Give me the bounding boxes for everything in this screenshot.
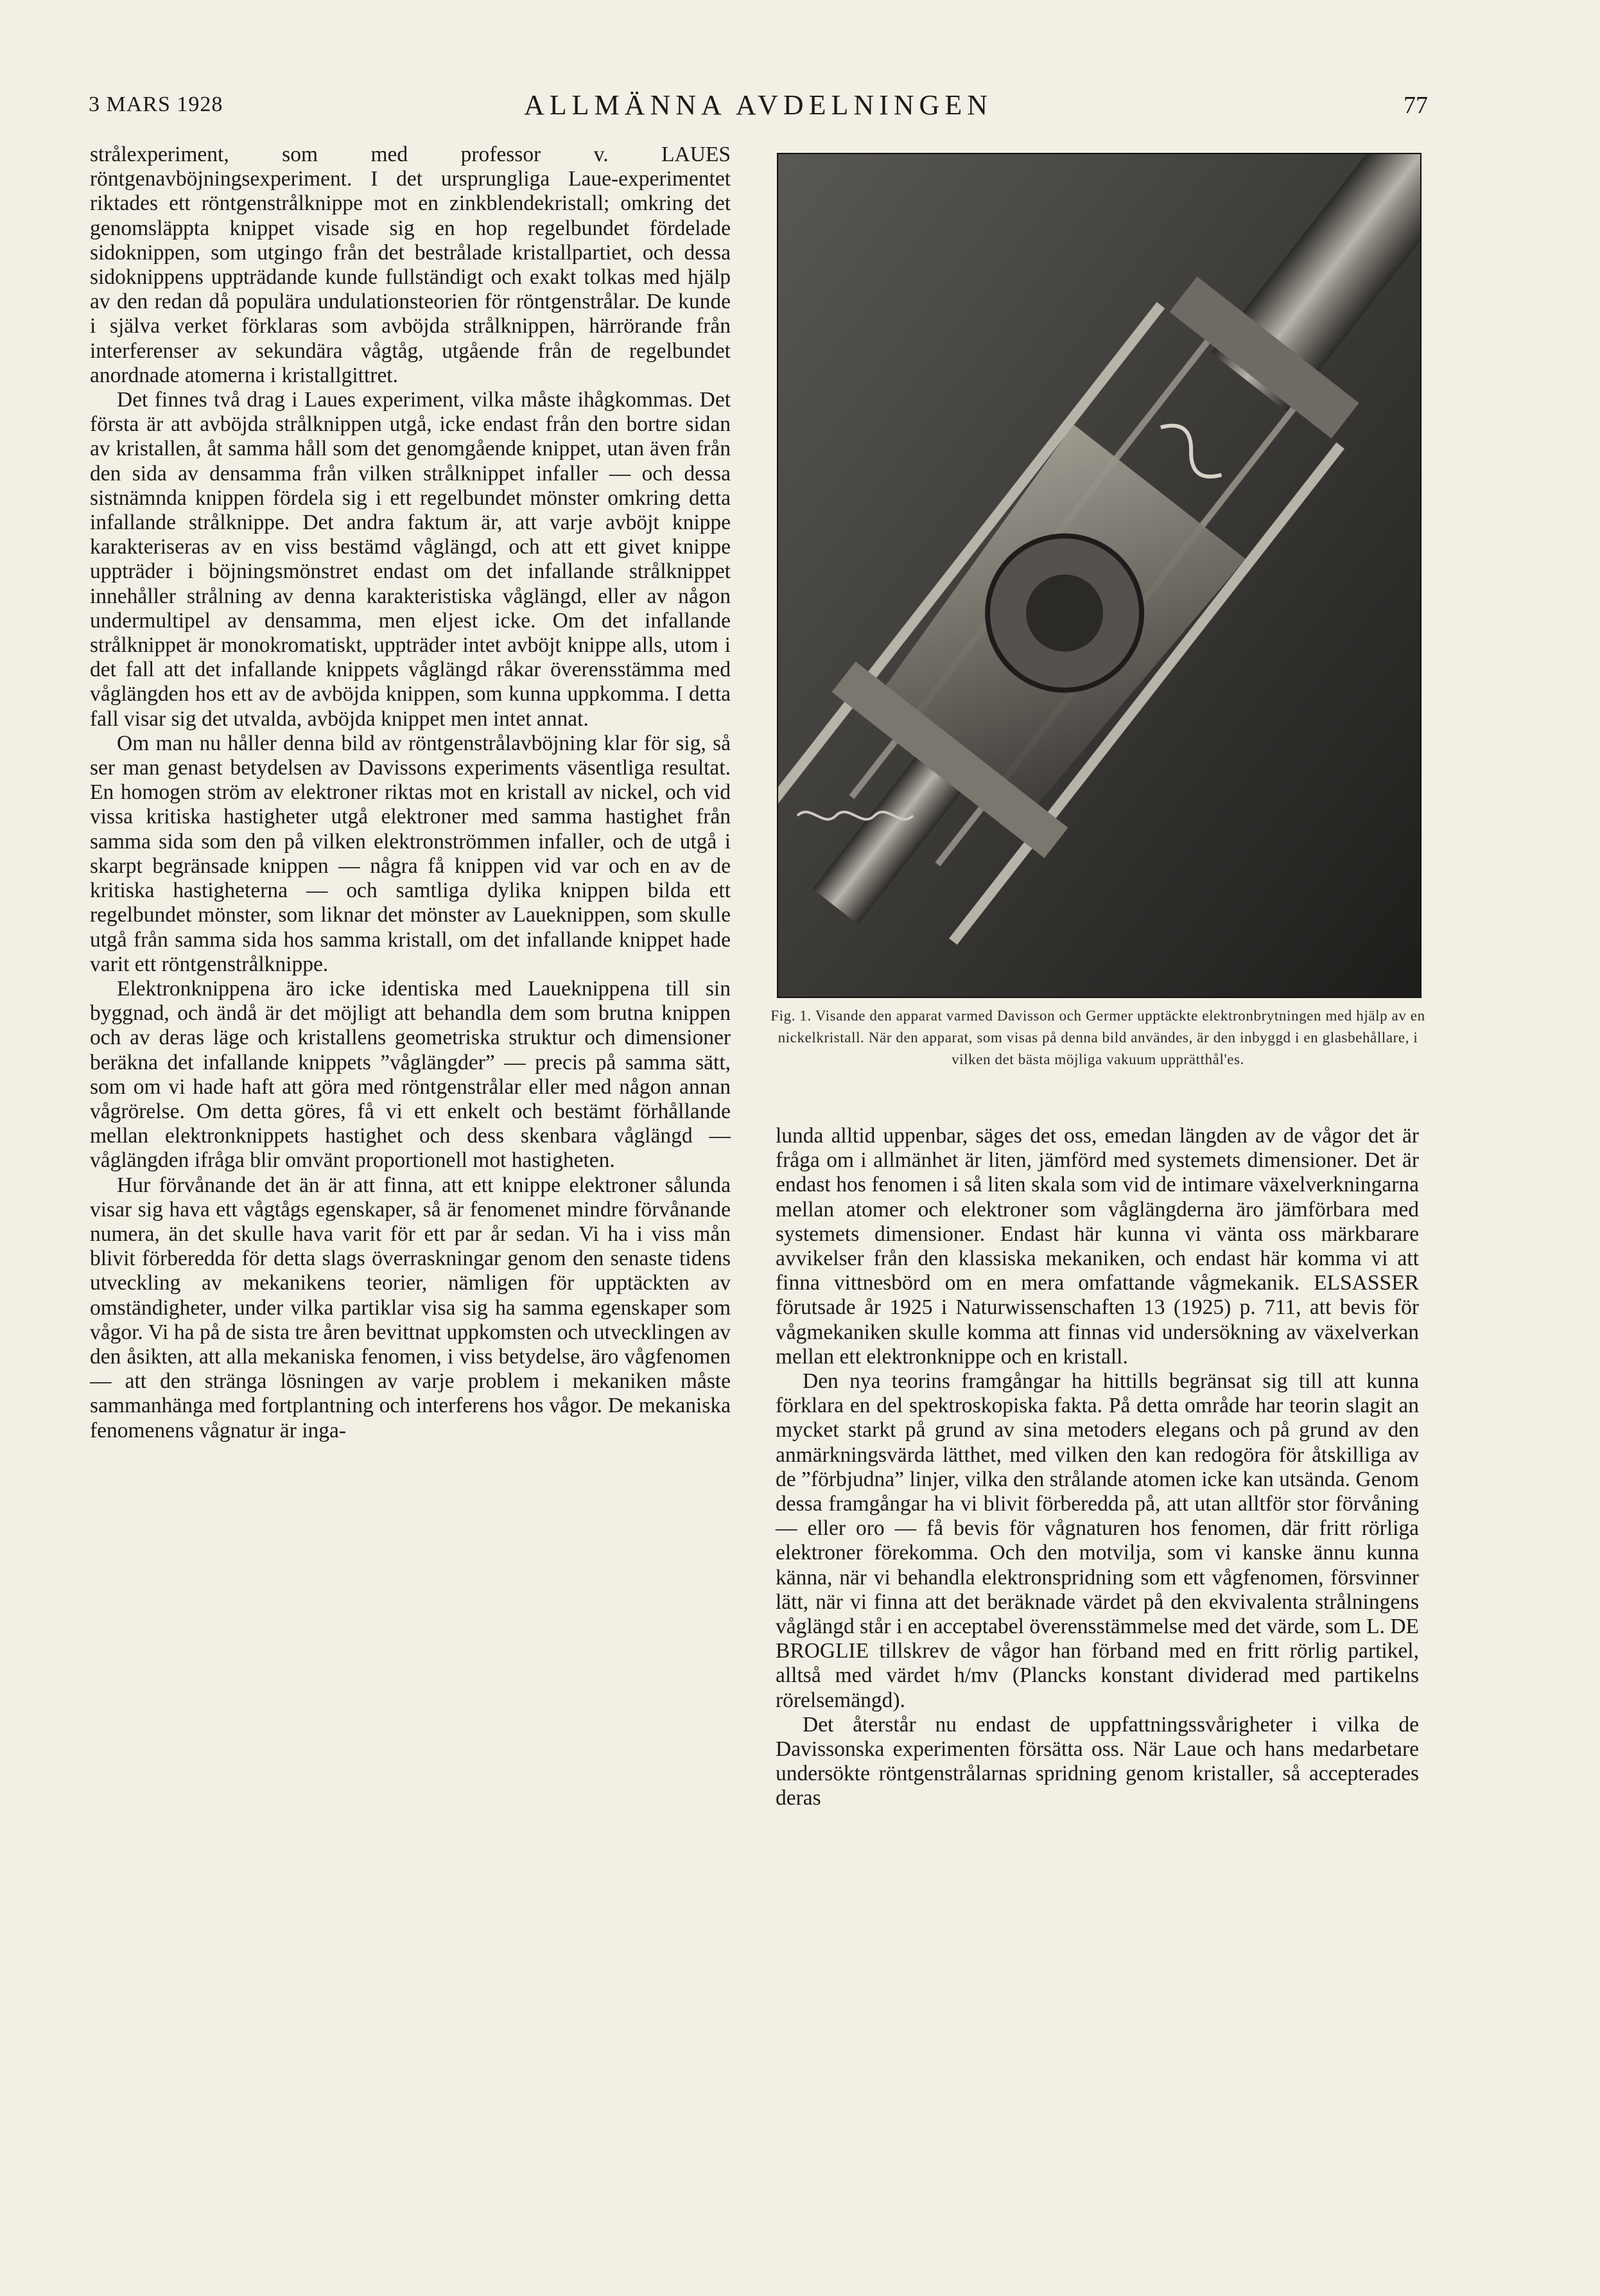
running-title: ALLMÄNNA AVDELNINGEN	[524, 89, 993, 121]
apparatus-photo	[777, 153, 1422, 998]
paragraph: Hur förvånande det än är att finna, att ett knippe elektroner sålunda visar sig hava ett vågtågs egenskaper, så är fenomenet mindre förvånande numera, än det skulle hava varit för ett par år sedan. Vi ha i viss mån blivit förberedda för detta slags överraskningar genom den senaste tidens utveckling av mekanikens teorier, nämligen för upptäckten av omständigheter, under vilka partiklar visa sig ha samma egenskaper som vågor. Vi ha på de sista tre åren bevittnat uppkomsten och utvecklingen av den åsikten, att alla mekaniska fenomen, i viss betydelse, äro vågfenomen — att den stränga lösningen av varje problem i mekaniken måste sammanhänga med fortplantning och interferens hos vågor. De mekaniska fenomenens vågnatur är inga-	[90, 1173, 731, 1442]
photo-illustration	[778, 154, 1420, 997]
paragraph: Den nya teorins framgångar ha hittills begränsat sig till att kunna förklara en del spektroskopiska fakta. På detta område har teorin slagit an mycket starkt på grund av sina metoders elegans och på grund av den anmärkningsvärda lätthet, med vilken den kan redogöra för åtskilliga av de ”förbjudna” linjer, vilka den strålande atomen icke kan utsända. Genom dessa framgångar ha vi blivit förberedda på, att utan alltför stor förvåning — eller oro — få bevis för vågnaturen hos fenomen, där fritt rörliga elektroner förekomma. Och den motvilja, som vi kanske ännu kunna känna, när vi behandla elektronspridning som ett vågfenomen, försvinner lätt, när vi finna att det beräknade värdet på den ekvivalenta strålningens våglängd står i en acceptabel överensstämmelse med det värde, som L. DE BROGLIE tillskrev de vågor han förband med en fritt rörlig partikel, alltså med värdet h/mv (Plancks konstant dividerad med partikelns rörelsemängd).	[776, 1369, 1419, 1712]
paragraph: Elektronknippena äro icke identiska med Laueknippena till sin byggnad, och ändå är det möjligt att behandla dem som brutna knippen och av deras läge och kristallens geometriska struktur och dimensioner beräkna det infallande knippets ”våglängder” — precis på samma sätt, som om vi hade haft att göra med röntgenstrålar eller med någon annan vågrörelse. Om detta göres, få vi ett enkelt och bestämt förhållande mellan elektronknippets hastighet och dess skenbara våglängd — våglängden ifråga blir omvänt proportionell mot hastigheten.	[90, 976, 731, 1173]
paragraph: strålexperiment, som med professor v. LAUES röntgenavböjningsexperiment. I det ursprungliga Laue-experimentet riktades ett röntgenstrålknippe mot en zinkblendekristall; omkring det genomsläppta knippet visade sig en hop regelbundet fördelade sidoknippen, som utgingo från det bestrålade kristallpartiet, och dessa sidoknippens uppträdande kunde fullständigt och exakt tolkas med hjälp av den redan då populära undulationsteorien för röntgenstrålar. De kunde i själva verket förklaras som avböjda strålknippen, härrörande från interferenser av sekundära vågtåg, utgående från de regelbundet anordnade atomerna i kristallgittret.	[90, 143, 731, 387]
paragraph: lunda alltid uppenbar, säges det oss, emedan längden av de vågor det är fråga om i allmänhet är liten, jämförd med systemets dimensioner. Det är endast hos fenomen i så liten skala som vid de intimare växelverkningarna mellan atomer och elektroner som våglängderna äro jämförbara med systemets dimensioner. Endast här kunna vi vänta oss märkbarare avvikelser från den klassiska mekaniken, och endast här komma vi att finna vittnesbörd om en mera omfattande vågmekanik. ELSASSER förutsade år 1925 i Naturwissenschaften 13 (1925) p. 711, att bevis för vågmekaniken skulle komma att finnas vid undersökning av växelverkan mellan ett elektronknippe och en kristall.	[776, 1124, 1419, 1369]
page-number: 77	[1404, 92, 1428, 119]
figure-caption: Fig. 1. Visande den apparat varmed Davisson och Germer upptäckte elektronbrytningen med hjälp av en nickelkristall. När den apparat, som visas på denna bild användes, är den inbyggd i en glasbehållare, i vilken det bästa möjliga vakuum upprätthål'es.	[770, 1008, 1425, 1067]
left-column	[90, 143, 731, 2140]
paragraph: Om man nu håller denna bild av röntgenstrålavböjning klar för sig, så ser man genast betydelsen av Davissons experiments väsentliga resultat. En homogen ström av elektroner riktas mot en kristall av nickel, och vid vissa kritiska hastigheter utgå elektroner med samma hastighet från samma sida som den på vilken elektronströmmen infaller, och de utgå i skarpt begränsade knippen — några få knippen vid var och en av de kritiska hastigheterna — och samtliga dylika knippen bilda ett regelbundet mönster, som liknar det mönster av Laueknippen, som skulle utgå från samma sida hos samma kristall, om det infallande knippet hade varit ett röntgenstrålknippe.	[90, 731, 731, 976]
paragraph: Det finnes två drag i Laues experiment, vilka måste ihågkommas. Det första är att avböjda strålknippen utgå, icke endast från den bortre sidan av kristallen, åt samma håll som det genomgående knippet, utan även från den sida av densamma från vilken strålknippet infaller — och dessa sistnämnda knippen fördela sig i ett regelbundet mönster omkring detta infallande strålknippe. Det andra faktum är, att varje avböjt knippe karakteriseras av en viss bestämd våglängd, och att ett givet knippe uppträder i böjningsmönstret endast om det infallande strålknippet innehåller strålning av denna karakteristiska våglängd, eller av någon undermultipel av densamma, men eljest icke. Om det infallande strålknippet är monokromatiskt, uppträder intet avböjt knippe alls, utom i det fall att det infallande knippets våglängd råkar överensstämma med våglängden hos ett av de avböjda knippen, som kunna uppkomma. I detta fall visar sig det utvalda, avböjda knippet men intet annat.	[90, 388, 731, 731]
header-date: 3 MARS 1928	[89, 92, 223, 116]
paragraph: Det återstår nu endast de uppfattningssvårigheter i vilka de Davissonska experimenten försätta oss. När Laue och hans medarbetare undersökte röntgenstrålarnas spridning genom kristaller, så accepterades deras	[776, 1712, 1419, 1810]
right-column	[776, 1124, 1419, 2145]
page-header	[89, 89, 1428, 127]
